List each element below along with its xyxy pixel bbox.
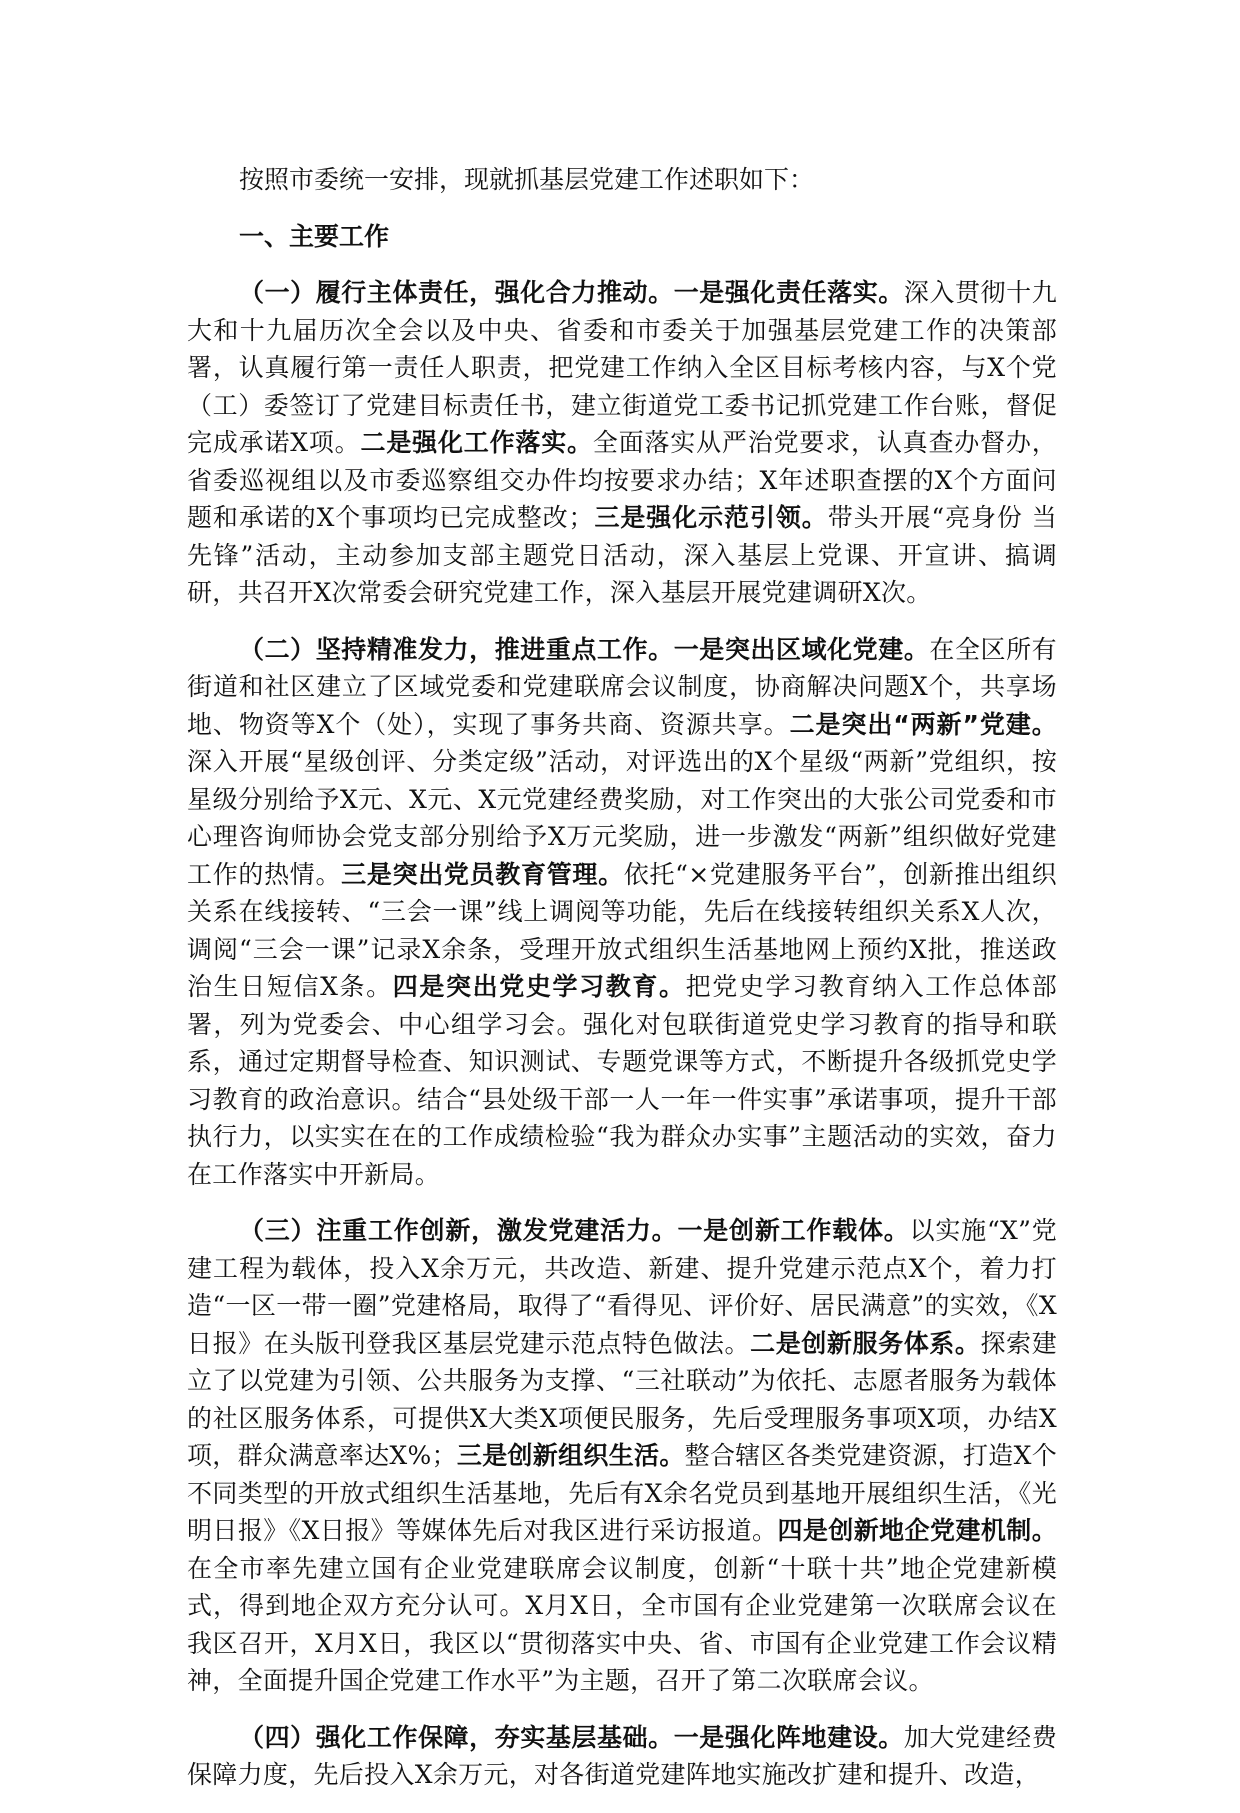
paragraph-2 [187,631,1057,1194]
paragraph-1-point-1-text: 深入贯彻十九大和十九届历次全会以及中央、省委和市委关于加强基层党建工作的决策部署，认真履行第一责任人职责，把党建工作纳入全区目标考核内容，与X个党（工）委签订了党建目标责任书，建立街道党工委书记抓党建工作台账，督促完成承诺X项。 [187,278,1057,457]
paragraph-3-point-1-title: 一是创新工作载体。 [677,1216,910,1245]
paragraph-1-point-3-text: 带头开展“亮身份 当先锋”活动，主动参加支部主题党日活动，深入基层上党课、开宣讲、搞调研，共召开X次常委会研究党建工作，深入基层开展党建调研X次。 [187,503,1057,607]
paragraph-3-point-1-text: 以实施“X”党建工程为载体，投入X余万元，共改造、新建、提升党建示范点X个，着力打造“一区一带一圈”党建格局，取得了“看得见、评价好、居民满意”的实效，《X日报》在头版刊登我区基层党建示范点特色做法。 [187,1216,1058,1358]
paragraph-4 [187,1719,1057,1794]
paragraph-2-point-4-title: 四是突出党史学习教育。 [392,972,686,1001]
paragraph-2-point-1-title: 一是突出区域化党建。 [673,634,930,664]
section-heading: 一、主要工作 [239,222,390,251]
paragraph-3-point-2-title: 二是创新服务体系。 [750,1328,981,1358]
paragraph-2-point-3-title: 三是突出党员教育管理。 [341,859,624,889]
paragraph-4-point-1-text: 加大党建经费保障力度，先后投入X余万元，对各街道党建阵地实施改扩建和提升、改造， [187,1722,1057,1789]
intro-paragraph: 按照市委统一安排，现就抓基层党建工作述职如下： [239,165,815,194]
paragraph-2-title: （二）坚持精准发力，推进重点工作。 [239,634,674,664]
paragraph-4-point-1-title: 一是强化阵地建设。 [673,1722,904,1752]
paragraph-3-point-4-title: 四是创新地企党建机制。 [777,1516,1058,1545]
paragraph-2-point-2-text: 深入开展“星级创评、分类定级”活动，对评选出的X个星级“两新”党组织，按星级分别给予X元、X元、X元党建经费奖励，对工作突出的大张公司党委和市心理咨询师协会党支部分别给予X万元奖励，进一步激发“两新”组织做好党建工作的热情。 [187,747,1057,889]
document-body [187,160,1057,1813]
paragraph-1-title: （一）履行主体责任，强化合力推动。 [239,278,674,307]
paragraph-1-point-2-text: 全面落实从严治党要求，认真查办督办，省委巡视组以及市委巡察组交办件均按要求办结；X年述职查摆的X个方面问题和承诺的X个事项均已完成整改； [187,428,1058,532]
paragraph-3-point-3-text: 整合辖区各类党建资源，打造X个不同类型的开放式组织生活基地，先后有X余名党员到基地开展组织生活，《光明日报》《X日报》等媒体先后对我区进行采访报道。 [187,1441,1057,1545]
paragraph-1-point-3-title: 三是强化示范引领。 [593,503,828,532]
paragraph-2-point-3-text: 依托“×党建服务平台”，创新推出组织关系在线接转、“三会一课”线上调阅等功能，先后在线接转组织关系X人次，调阅“三会一课”记录X余条，受理开放式组织生活基地网上预约X批，推送政治生日短信X条。 [187,859,1057,1001]
paragraph-3-point-3-title: 三是创新组织生活。 [456,1441,685,1470]
paragraph-1-point-2-title: 二是强化工作落实。 [360,428,593,457]
paragraph-2-point-1-text: 在全区所有街道和社区建立了区域党委和党建联席会议制度，协商解决问题X个，共享场地、物资等X个（处），实现了事务共商、资源共享。 [187,634,1057,739]
paragraph-2-point-4-text: 把党史学习教育纳入工作总体部署，列为党委会、中心组学习会。强化对包联街道党史学习教育的指导和联系，通过定期督导检查、知识测试、专题党课等方式，不断提升各级抓党史学习教育的政治意识。结合“县处级干部一人一年一件实事”承诺事项，提升干部执行力，以实实在在的工作成绩检验“我为群众办实事”主题活动的实效，奋力在工作落实中开新局。 [187,972,1058,1189]
paragraph-3-title: （三）注重工作创新，激发党建活力。 [239,1216,678,1245]
paragraph-4-title: （四）强化工作保障，夯实基层基础。 [239,1722,674,1752]
paragraph-2-point-2-title: 二是突出“两新”党建。 [789,709,1057,739]
paragraph-3 [187,1212,1057,1700]
paragraph-3-point-4-text: 在全市率先建立国有企业党建联席会议制度，创新“十联十共”地企党建新模式，得到地企双方充分认可。X月X日，全市国有企业党建第一次联席会议在我区召开，X月X日，我区以“贯彻落实中央、省、市国有企业党建工作会议精神，全面提升国企党建工作水平”为主题，召开了第二次联席会议。 [187,1553,1057,1695]
paragraph-1-point-1-title: 一是强化责任落实。 [673,278,904,307]
paragraph-3-point-2-text: 探索建立了以党建为引领、公共服务为支撑、“三社联动”为依托、志愿者服务为载体的社区服务体系，可提供X大类X项便民服务，先后受理服务事项X项，办结X项，群众满意率达X%； [187,1328,1057,1470]
paragraph-1 [187,274,1057,612]
